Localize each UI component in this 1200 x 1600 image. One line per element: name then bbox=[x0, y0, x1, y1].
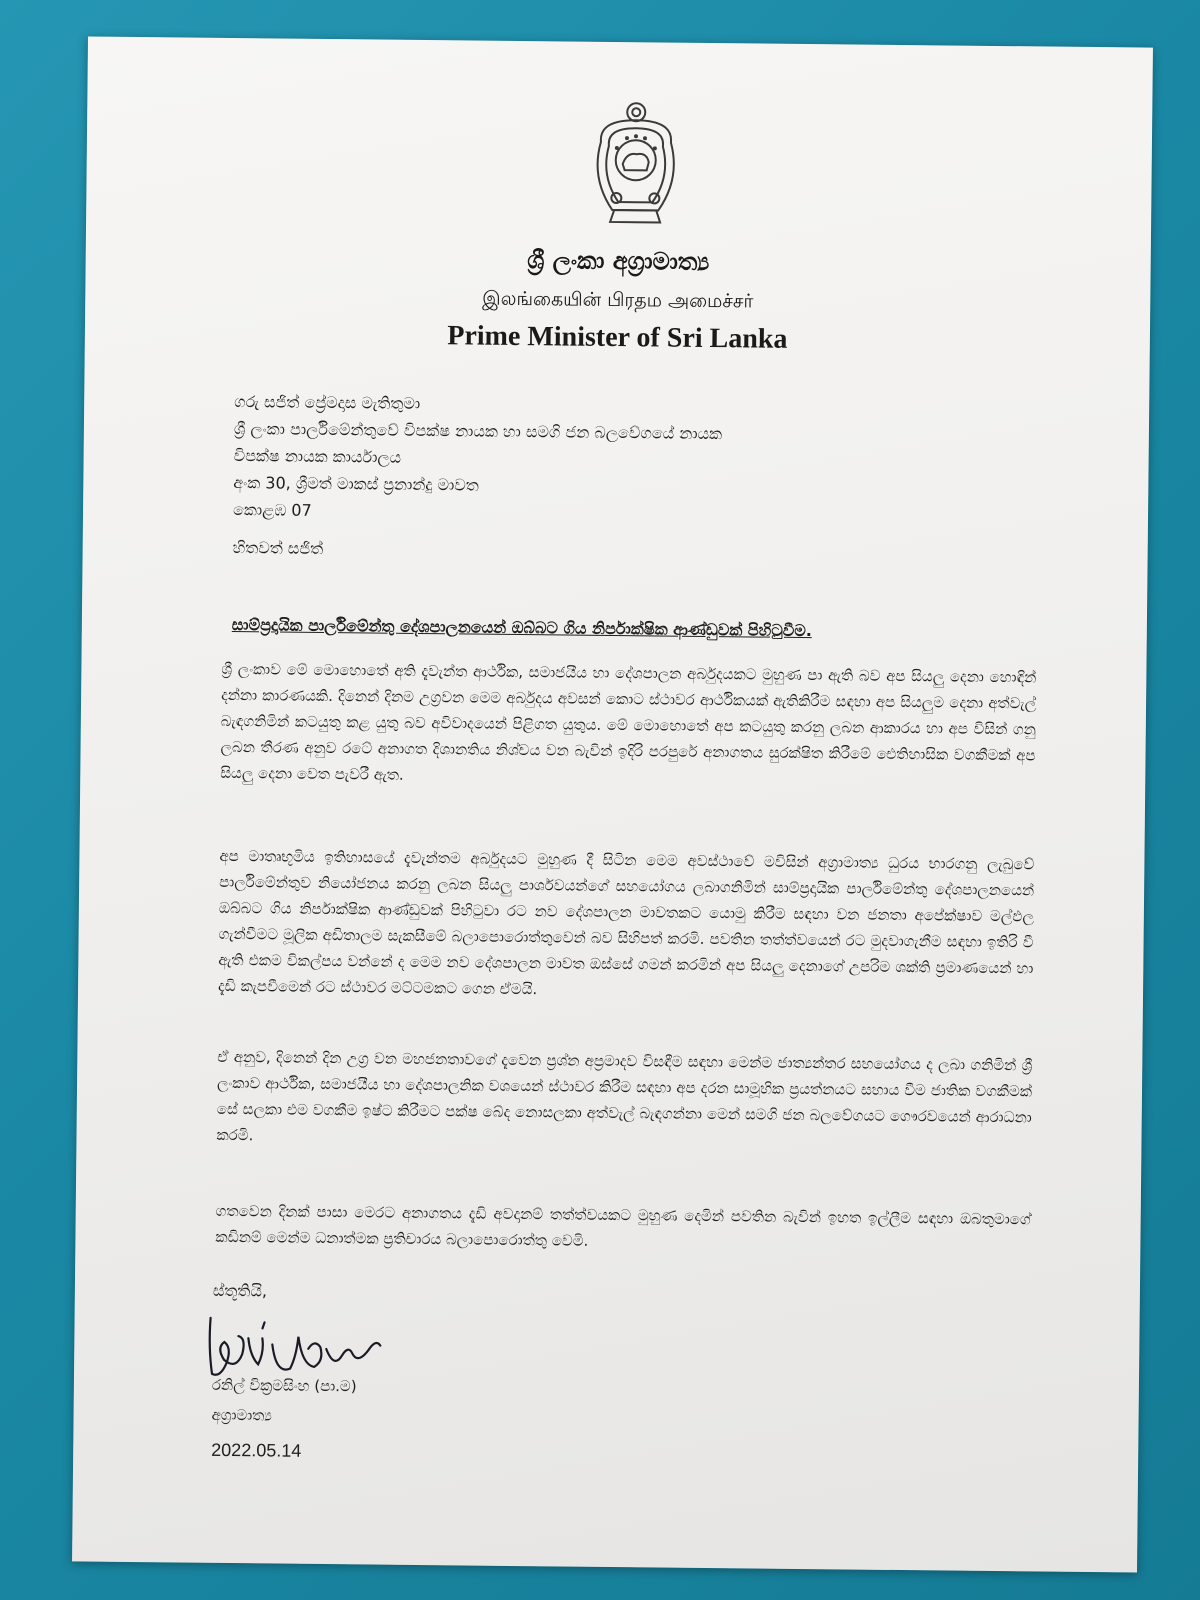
letter-page bbox=[72, 36, 1153, 1572]
body-paragraph: ශ්‍රී ලංකාව මේ මොහොතේ අති දැවැන්ත ආර්ථික, සමාජයීය හා දේශපාලන අර්බුදයකට මුහුණ පා ඇති බව අප සියලු දෙනා හොඳින් දන්නා කාරණයකි. දිනෙන් දිනම උග්‍රවන මෙම අර්බුදය අවසන් කොට ස්ථාවර ආර්ථිකයක් ඇතිකිරීම සඳහා අප සියලුම දෙනා අත්වැල් බැඳගනිමින් කටයුතු කළ යුතු බව අවිවාදයෙන් පිළිගත යුතුය. මේ මොහොතේ අප කටයුතු කරනු ලබන ආකාරය හා අප විසින් ගනු ලබන තීරණ අනුව රටේ අනාගත දිශානතිය නිශ්චය වන බැවින් ඉදිරි පරපුරේ අනාගතය සුරක්ෂිත කිරීමේ ඓතිහාසික වගකීමක් අප සියලු දෙනා වෙත පැවරී ඇත. bbox=[220, 659, 1037, 784]
salutation: හිතවත් සජිත් bbox=[232, 538, 324, 558]
letterhead-english: Prime Minister of Sri Lanka bbox=[447, 320, 788, 355]
national-emblem-icon bbox=[586, 98, 685, 231]
letterhead-sinhala: ශ්‍රී ලංකා අග්‍රාමාත්‍ය bbox=[527, 246, 710, 276]
body-paragraph: ගතවෙන දිනක් පාසා මෙරට අනාගතය දැඩි අවදානම් තත්ත්වයකට මුහුණ දෙමින් පවතින බැවින් ඉහත ඉල්ලීම සඳහා ඔබතුමාගේ කඩිනම් මෙන්ම ධනාත්මක ප්‍රතිචාරය බලාපොරොත්තු වෙමි. bbox=[215, 1201, 1031, 1250]
address-line: විපක්ෂ නායක කාර්යාලය bbox=[233, 446, 402, 467]
closing-phrase: ස්තූතියි, bbox=[212, 1280, 268, 1301]
letter-date: 2022.05.14 bbox=[211, 1439, 302, 1461]
letterhead-tamil: இலங்கையின் பிரதம அமைச்சர் bbox=[482, 287, 754, 313]
recipient-address bbox=[233, 388, 723, 528]
signer-title: අග්‍රාමාත්‍ය bbox=[211, 1405, 272, 1425]
letter-subject: සාම්ප්‍රදායික පාර්ලිමේන්තු දේශපාලනයෙන් ඔබ්බට ගිය නිර්පාක්ෂික ආණ්ඩුවක් පිහිටුවීම. bbox=[231, 615, 812, 641]
body-paragraph: ඒ අනුව, දිනෙන් දින උග්‍ර වන මහජනතාවගේ දැවෙන ප්‍රශ්න අප්‍රමාදව විසඳීම සඳහා මෙන්ම ජාත්‍යන්තර සහයෝගය ද ලබා ගනිමින් ශ්‍රී ලංකාව ආර්ථික, සමාජයීය හා දේශපාලනික වශයෙන් ස්ථාවර කිරීම සඳහා අප දරන සාමූහික ප්‍රයත්නයට සහාය වීම ජාතික වගකීමක් සේ සලකා එම වගකීම ඉෂ්ට කිරීමට පක්ෂ බේද නොසලකා අත්වැල් බැඳගන්නා මෙන් සමගි ජන බලවේගයට ගෞරවයෙන් ආරාධනා කරමි. bbox=[216, 1047, 1033, 1145]
address-line: ගරු සජිත් ප්‍රේමදාස මැතිතුමා bbox=[234, 392, 421, 413]
address-line: අංක 30, ශ්‍රීමත් මාකස් ප්‍රනාන්දු මාවත bbox=[233, 473, 479, 495]
body-paragraph: අප මාතෘභූමිය ඉතිහාසයේ දැවැන්තම අර්බුදයට මුහුණ දී සිටින මෙම අවස්ථාවේ මවිසින් අග්‍රාමාත්‍ය ධුරය භාරගනු ලැබුවේ පාර්ලිමේන්තුව නියෝජනය කරනු ලබන සියලු පාර්ශවයන්ගේ සහයෝගය ලබාගනිමින් සාම්ප්‍රදායික පාර්ලිමේන්තු දේශපාලනයෙන් ඔබ්බට ගිය නිර්පාක්ෂික ආණ්ඩුවක් පිහිටුවා රට නව දේශපාලන මාවතකට යොමු කිරීම සඳහා වන ජනතා අපේක්ෂාව මල්ඵල ගැන්වීමට මූලික අඩිතාලම සැකසීමේ බලාපොරොත්තුවෙන් බව සිහිපත් කරමි. පවතින තත්ත්වයෙන් රට මුදවාගැනීම සඳහා ඉතිරි වී ඇති එකම විකල්පය වන්නේ ද මෙම නව දේශපාලන මාවත ඔස්සේ ගමන් කරමින් අප සියලු දෙනාගේ උපරිම ශක්ති ප්‍රමාණයෙන් හා දැඩි කැපවීමෙන් රට ස්ථාවර මට්ටමකට ගෙන ඒමයි. bbox=[217, 846, 1035, 999]
address-line: කොළඹ 07 bbox=[232, 500, 312, 520]
address-line: ශ්‍රී ලංකා පාර්ලිමේන්තුවේ විපක්ෂ නායක හා සමගි ජන බලවේගයේ නායක bbox=[233, 419, 723, 444]
signer-name: රනිල් වික්‍රමසිංහ (පා.ම) bbox=[211, 1375, 357, 1396]
